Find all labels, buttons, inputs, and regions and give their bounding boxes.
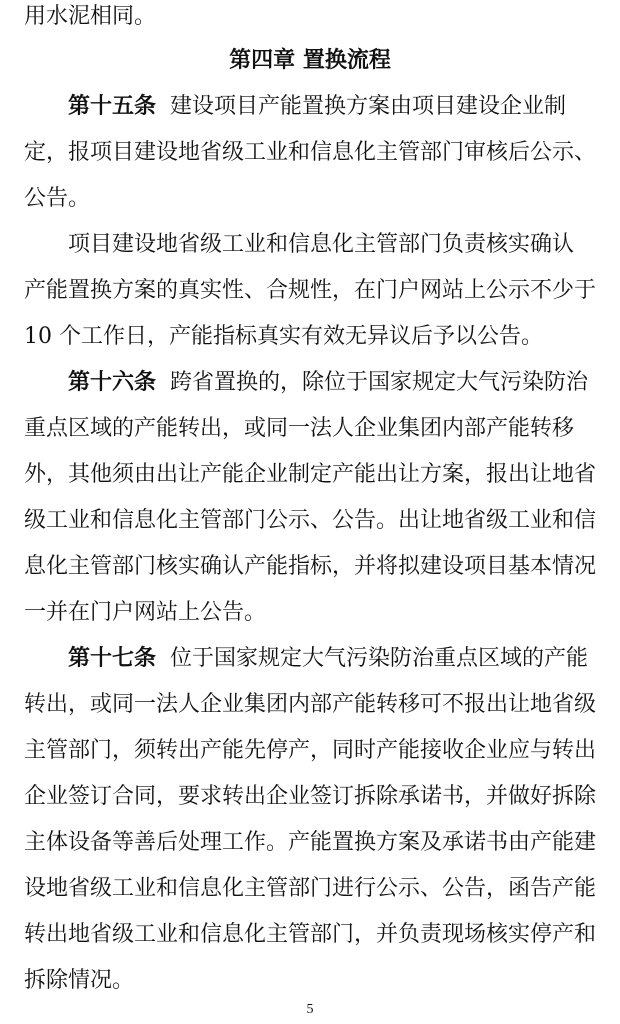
article-16-line-3: 外，其他须由出让产能企业制定产能出让方案，报出让地省 (24, 462, 597, 487)
para-15b-line-2: 产能置换方案的真实性、合规性，在门户网站上公示不少于 (24, 278, 597, 303)
article-15-line-3: 公告。 (24, 186, 91, 211)
page-number: 5 (306, 1002, 314, 1017)
article-17-line-6: 设地省级工业和信息化主管部门进行公示、公告，函告产能 (24, 876, 597, 901)
previous-paragraph-tail: 用水泥相同。 (24, 4, 157, 29)
article-17-line-2: 转出，或同一法人企业集团内部产能转移可不报出让地省级 (24, 692, 597, 717)
article-17-line-8: 拆除情况。 (24, 968, 135, 993)
article-17-line-5: 主体设备等善后处理工作。产能置换方案及承诺书由产能建 (24, 830, 597, 855)
article-15-label: 第十五条 (68, 94, 157, 119)
para-15b-line-3: 10 个工作日，产能指标真实有效无异议后予以公告。 (24, 324, 543, 349)
article-15-line-2: 定，报项目建设地省级工业和信息化主管部门审核后公示、 (24, 140, 597, 165)
article-16-line-5: 息化主管部门核实确认产能指标，并将拟建设项目基本情况 (24, 554, 597, 579)
article-15-line-1 (68, 92, 620, 122)
article-17-line-3: 主管部门，须转出产能先停产，同时产能接收企业应与转出 (24, 738, 597, 763)
article-17-line-7: 转出地省级工业和信息化主管部门，并负责现场核实停产和 (24, 922, 597, 947)
article-17-label: 第十七条 (68, 646, 157, 671)
article-16-text-1: 跨省置换的，除位于国家规定大气污染防治 (170, 370, 589, 395)
article-17-text-1: 位于国家规定大气污染防治重点区域的产能 (170, 646, 589, 671)
article-15-text-1: 建设项目产能置换方案由项目建设企业制 (170, 94, 567, 119)
article-16-line-2: 重点区域的产能转出，或同一法人企业集团内部产能转移 (24, 416, 575, 441)
para-15b-line-1: 项目建设地省级工业和信息化主管部门负责核实确认 (68, 232, 575, 257)
article-17-line-1 (68, 644, 620, 674)
article-16-line-6: 一并在门户网站上公告。 (24, 600, 267, 625)
chapter-heading: 第四章 置换流程 (229, 48, 391, 73)
article-16-line-1 (68, 368, 620, 398)
article-16-label: 第十六条 (68, 370, 157, 395)
article-16-line-4: 级工业和信息化主管部门公示、公告。出让地省级工业和信 (24, 508, 597, 533)
article-17-line-4: 企业签订合同，要求转出企业签订拆除承诺书，并做好拆除 (24, 784, 597, 809)
